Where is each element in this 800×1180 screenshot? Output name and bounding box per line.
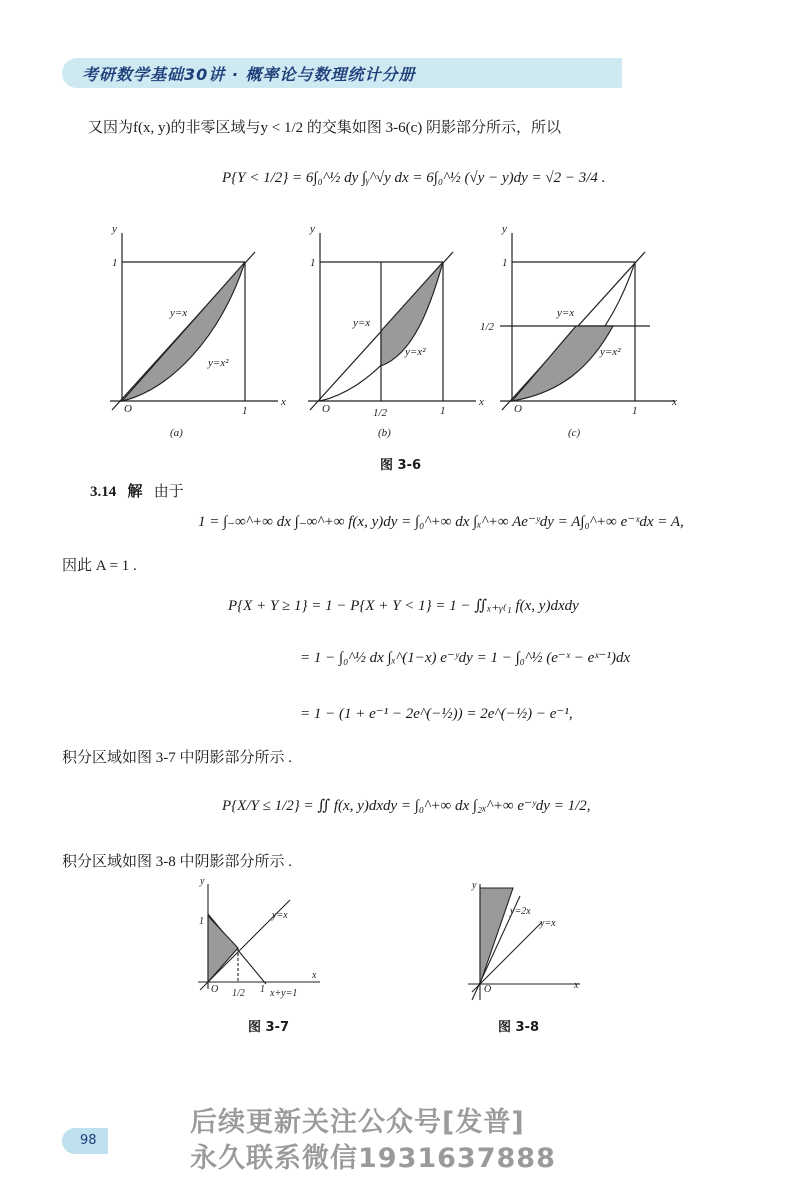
equation-3-line-3: = 1 − (1 + e⁻¹ − 2e^(−½)) = 2e^(−½) − e⁻¹, <box>300 706 573 722</box>
figure-3-7-caption: 图 3-7 <box>248 1020 290 1035</box>
fig36c-o: O <box>514 403 522 415</box>
section-number: 3.14 <box>90 484 117 500</box>
fig36c-caption: (c) <box>568 427 581 439</box>
fig37-half: 1/2 <box>232 988 245 999</box>
fig36b-y: y <box>310 223 315 235</box>
page-number: 98 <box>62 1128 108 1154</box>
equation-2: 1 = ∫₋∞^+∞ dx ∫₋∞^+∞ f(x, y)dy = ∫₀^+∞ dx ∫ₓ^+∞ Ae⁻ʸdy = A∫₀^+∞ e⁻ˣdx = A, <box>198 514 684 530</box>
equation-4: P{X/Y ≤ 1/2} = ∬ f(x, y)dxdy = ∫₀^+∞ dx ∫₂ₓ^+∞ e⁻ʸdy = 1/2, <box>222 798 591 814</box>
fig36c-line: y=x <box>557 307 575 319</box>
watermark-line-1: 后续更新关注公众号[发普] <box>190 1107 525 1138</box>
fig38-line1: y=2x <box>510 906 531 917</box>
fig36c-half: 1/2 <box>480 321 495 333</box>
fig36a-o: O <box>124 403 132 415</box>
fig38-x: x <box>574 980 579 991</box>
fig36b-one-x: 1 <box>440 405 446 417</box>
equation-1: P{Y < 1/2} = 6∫₀^½ dy ∫ᵧ^√y dx = 6∫₀^½ (√y − y)dy = √2 − 3/4 . <box>222 170 606 186</box>
figure-3-6b <box>308 233 476 410</box>
figure-3-8 <box>460 878 590 1004</box>
section-text: 由于 <box>153 484 184 500</box>
equation-3-line-2: = 1 − ∫₀^½ dx ∫ₓ^(1−x) e⁻ʸdy = 1 − ∫₀^½ (e⁻ˣ − eˣ⁻¹)dx <box>300 650 631 666</box>
watermark-line-2: 永久联系微信1931637888 <box>190 1143 556 1174</box>
fig36b-line: y=x <box>353 317 371 329</box>
fig36a-one-x: 1 <box>242 405 248 417</box>
conclusion-text: 因此 A = 1 . <box>62 558 137 574</box>
fig37-line2: x+y=1 <box>270 988 298 999</box>
figure-3-7 <box>188 874 328 1002</box>
fig36a-caption: (a) <box>170 427 183 439</box>
figure-3-6c <box>500 233 675 410</box>
region-text-1: 积分区域如图 3-7 中阴影部分所示 . <box>62 750 292 766</box>
fig36a-one: 1 <box>112 257 118 269</box>
fig36a-y: y <box>112 223 117 235</box>
fig37-one-x: 1 <box>260 984 265 995</box>
equation-3-line-1: P{X + Y ≥ 1} = 1 − P{X + Y < 1} = 1 − ∬ₓ₊ᵧ₍₁ f(x, y)dxdy <box>228 598 579 614</box>
fig36b-one: 1 <box>310 257 316 269</box>
fig36b-x: x <box>479 396 484 408</box>
fig38-line2: y=x <box>540 918 556 929</box>
figure-3-6-caption: 图 3-6 <box>380 458 422 473</box>
fig38-y: y <box>472 880 477 891</box>
fig36b-o: O <box>322 403 330 415</box>
figure-3-6 <box>100 218 690 448</box>
section-solution-word: 解 <box>127 484 143 500</box>
fig36c-one-x: 1 <box>632 405 638 417</box>
fig36b-half: 1/2 <box>373 407 388 419</box>
fig36c-y: y <box>502 223 507 235</box>
figure-3-6a <box>110 233 278 410</box>
fig37-one-y: 1 <box>199 916 204 927</box>
fig37-x: x <box>312 970 317 981</box>
fig36b-curve: y=x² <box>405 346 426 358</box>
fig37-o: O <box>211 984 219 995</box>
fig36c-one: 1 <box>502 257 508 269</box>
fig36a-curve: y=x² <box>208 357 229 369</box>
fig37-y: y <box>200 876 205 887</box>
figure-3-8-caption: 图 3-8 <box>498 1020 540 1035</box>
header-title: 考研数学基础30讲 · 概率论与数理统计分册 <box>82 65 416 84</box>
fig36c-curve: y=x² <box>600 346 621 358</box>
fig37-line: y=x <box>272 910 288 921</box>
fig36b-caption: (b) <box>378 427 391 439</box>
intro-text: 又因为f(x, y)的非零区域与y < 1/2 的交集如图 3-6(c) 阴影部分所示，所以 <box>88 120 562 136</box>
region-text-2: 积分区域如图 3-8 中阴影部分所示 . <box>62 854 292 870</box>
section-3-14 <box>90 482 184 502</box>
fig36c-x: x <box>672 396 677 408</box>
fig36a-x: x <box>281 396 286 408</box>
fig36a-line: y=x <box>170 307 188 319</box>
fig38-o: O <box>484 984 492 995</box>
